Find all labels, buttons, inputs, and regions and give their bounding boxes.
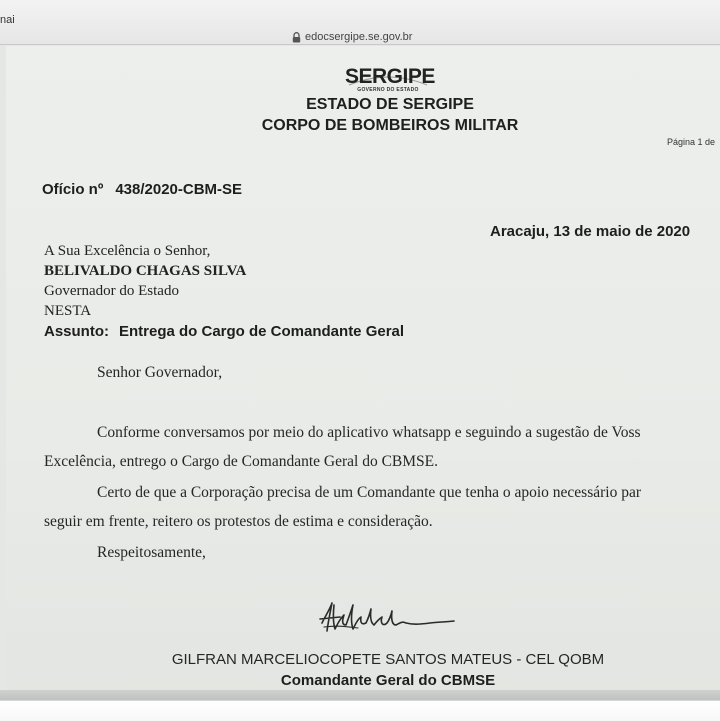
state-heading: ESTADO DE SERGIPE [306,96,474,113]
url-text[interactable]: edocsergipe.se.gov.br [305,31,413,43]
subject-label: Assunto: [44,323,109,340]
recipient-location: NESTA [44,303,92,319]
signatory-role: Comandante Geral do CBMSE [280,672,496,689]
logo-subtext: GOVERNO DO ESTADO [357,87,419,93]
paragraph1-line1: Conforme conversamos por meio do aplicativo whatsapp e seguindo a sugestão de Voss [97,424,641,441]
oficio-label: Ofício nº [42,181,104,198]
paragraph2-line2: seguir em frente, reitero os protestos de estima e consideração. [44,513,433,530]
sergipe-logo [345,65,435,95]
signatory-name: GILFRAN MARCELIOCOPETE SANTOS MATEUS - CEL QOBM [171,651,605,668]
oficio-reference [42,181,242,198]
recipient-name: BELIVALDO CHAGAS SILVA [44,263,247,279]
browser-tab[interactable]: nai [0,14,15,26]
tablet-bezel [0,690,720,700]
handwritten-signature [318,597,458,641]
paragraph1-line2: Excelência, entrego o Cargo de Comandante Geral do CBMSE. [44,453,438,470]
greeting: Senhor Governador, [97,364,223,381]
paragraph2-line1: Certo de que a Corporação precisa de um Comandante que tenha o apoio necessário par [97,484,642,501]
tablet-frame [0,700,720,721]
organization-heading: CORPO DE BOMBEIROS MILITAR [261,117,519,134]
subject-text: Entrega do Cargo de Comandante Geral [119,323,405,340]
lock-icon [292,32,301,43]
closing: Respeitosamente, [97,544,206,561]
address-bar[interactable] [292,30,412,44]
oficio-number: 438/2020-CBM-SE [115,181,243,198]
recipient-title: Governador do Estado [44,283,179,299]
logo-wordmark: SERGIPE [345,65,435,88]
recipient-salutation: A Sua Excelência o Senhor, [44,243,211,259]
document-date: Aracaju, 13 de maio de 2020 [490,223,691,240]
browser-toolbar [0,0,720,45]
subject-line [44,323,404,340]
page-number: Página 1 de [667,137,716,147]
